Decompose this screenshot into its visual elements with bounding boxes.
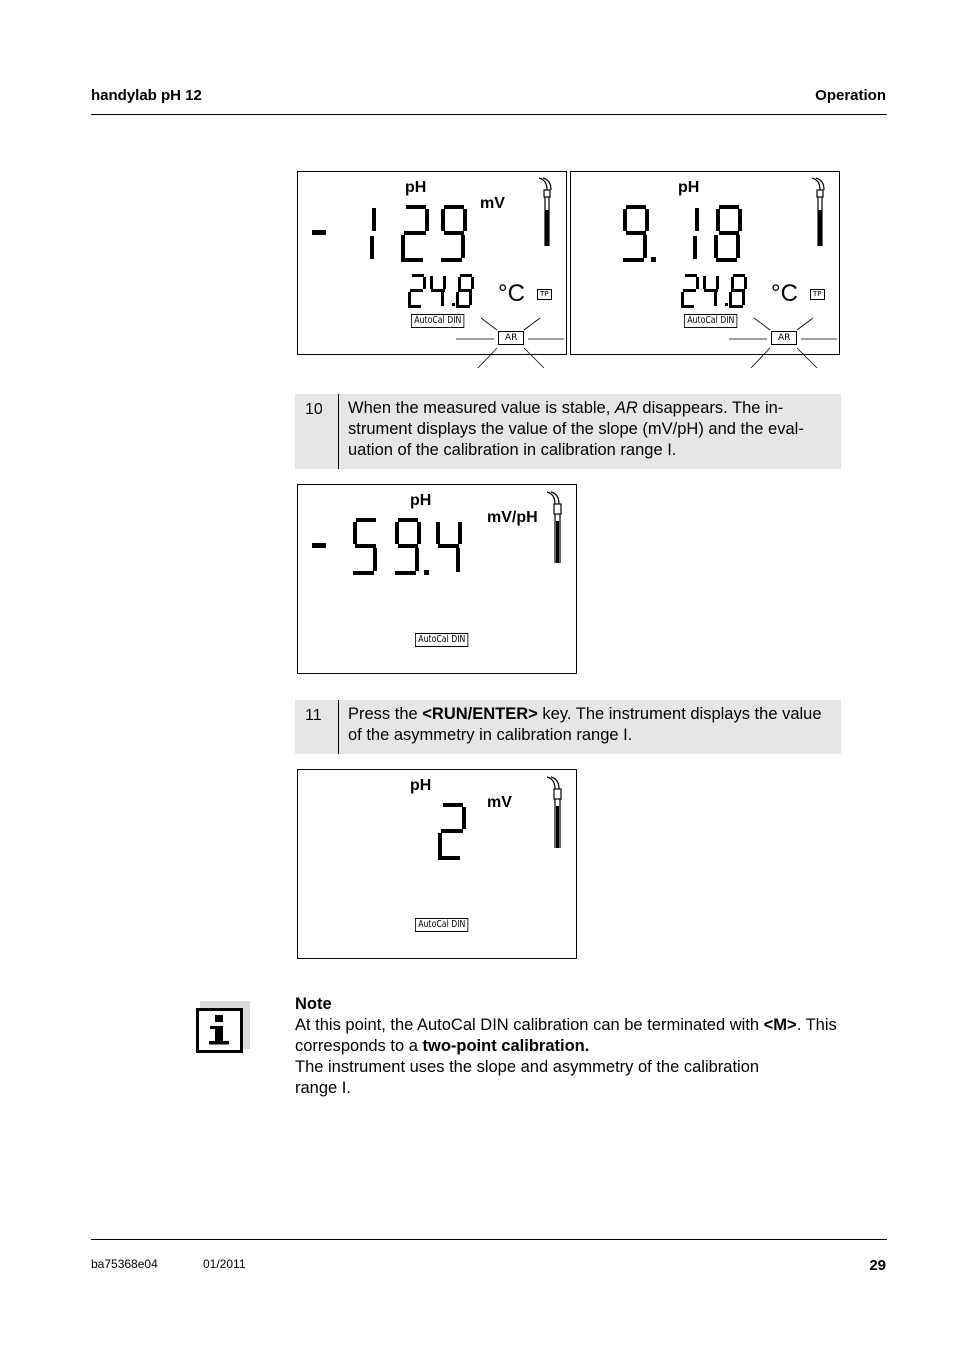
lcd-display-ph-ar — [570, 171, 840, 355]
autocal-din-tag: AutoCal DIN — [415, 918, 469, 932]
temperature-unit: °C — [498, 280, 525, 307]
ph-label: pH — [405, 179, 427, 196]
lcd-display-mv-ar — [297, 171, 567, 355]
ar-indicator: AR — [771, 331, 797, 345]
ph-label: pH — [678, 179, 700, 196]
note-text-bold: two-point calibration. — [422, 1037, 590, 1055]
footer-rule — [91, 1239, 887, 1240]
note-title: Note — [295, 995, 332, 1013]
footer-doc-number: ba75368e04 — [91, 1257, 158, 1271]
step-number: 10 — [295, 394, 339, 469]
step-text-part: When the measured value is stable, — [348, 399, 615, 417]
step-text — [348, 704, 833, 746]
note-block — [295, 994, 885, 1099]
unit-label: mV — [480, 195, 505, 212]
info-icon — [196, 1001, 250, 1053]
page-number: 29 — [869, 1257, 886, 1274]
tp-indicator: TP — [810, 289, 825, 300]
running-header-section: Operation — [815, 87, 886, 104]
electrode-icon — [812, 178, 824, 246]
lcd-display-slope — [297, 484, 577, 674]
electrode-icon — [539, 178, 551, 246]
temperature-unit: °C — [771, 280, 798, 307]
step-text-part: key. The instrument displays the value of the asymmetry in calibration range I. — [348, 705, 822, 744]
step-text-italic: AR — [614, 399, 638, 417]
lcd-display-asymmetry — [297, 769, 577, 959]
note-text-part: At this point, the AutoCal DIN calibration can be terminated with — [295, 1016, 764, 1034]
step-11 — [295, 700, 841, 754]
note-text-2: The instrument uses the slope and asymmetry of the calibration range I. — [295, 1058, 760, 1097]
ph-label: pH — [410, 492, 432, 509]
step-text — [348, 398, 833, 461]
tp-indicator: TP — [537, 289, 552, 300]
autocal-din-tag: AutoCal DIN — [415, 633, 469, 647]
lcd-segments — [571, 172, 839, 372]
unit-label: mV — [487, 794, 512, 811]
step-10 — [295, 394, 841, 469]
ph-label: pH — [410, 777, 432, 794]
note-text-1 — [295, 1015, 885, 1057]
step-number: 11 — [295, 700, 339, 754]
unit-label: mV/pH — [487, 509, 538, 526]
header-rule — [91, 114, 887, 115]
running-header-title: handylab pH 12 — [91, 87, 202, 104]
lcd-segments — [298, 172, 566, 372]
autocal-din-tag: AutoCal DIN — [411, 314, 465, 328]
step-text-part: Press the — [348, 705, 423, 723]
autocal-din-tag: AutoCal DIN — [684, 314, 738, 328]
step-text-part: disappears. The in-strument displays the value of the slope (mV/pH) and the eval-uation of the calibration in calibration range I. — [348, 399, 804, 459]
footer-date: 01/2011 — [203, 1257, 246, 1271]
note-text-part: . This corresponds to a — [295, 1016, 837, 1055]
step-text-bold: <RUN/ENTER> — [422, 705, 538, 723]
note-text-bold: <M> — [763, 1016, 797, 1034]
ar-indicator: AR — [498, 331, 524, 345]
